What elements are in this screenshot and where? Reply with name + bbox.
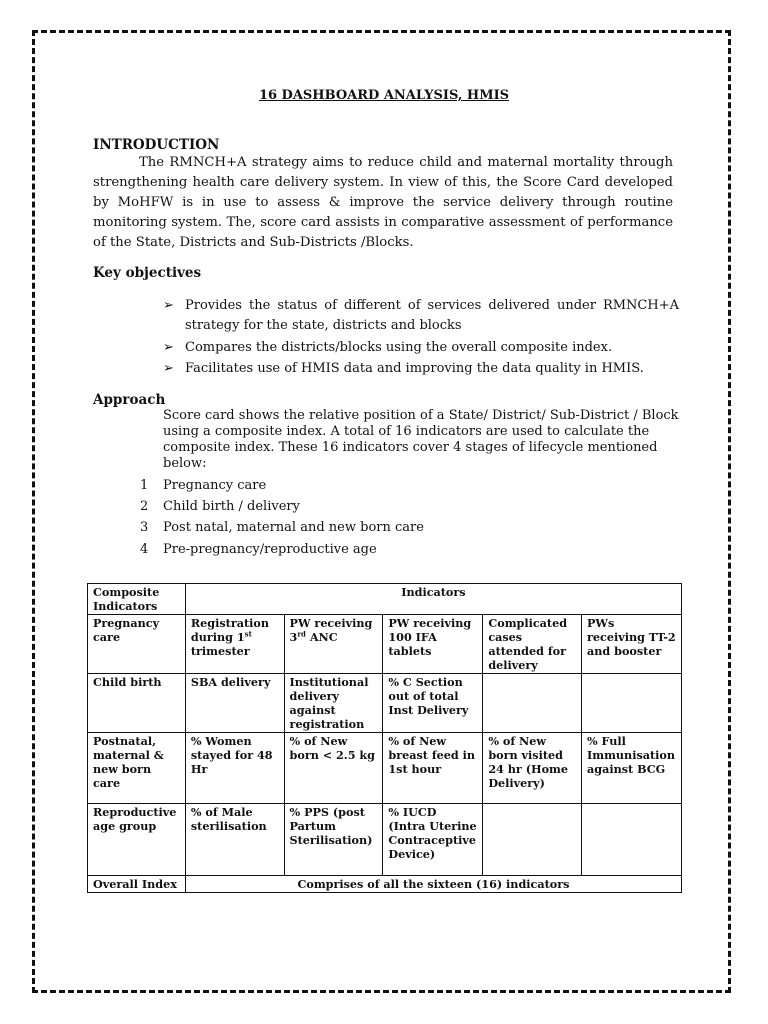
introduction-paragraph: The RMNCH+A strategy aims to reduce child and maternal mortality through strengthening health care delivery system. In view of this, the Score Card developed by MoHFW is in use to assess & improve the service delivery through routine monitoring system. The, score card assists in comparative assessment of performance of the State, Districts and Sub-Districts /Blocks. <box>93 155 673 250</box>
table-header-row <box>88 584 682 615</box>
composite-header: Composite Indicators <box>88 584 186 615</box>
stage-label: Pre-pregnancy/reproductive age <box>163 542 377 557</box>
superscript: rd <box>297 629 306 639</box>
indicator-cell: PW receiving 100 IFA tablets <box>383 615 483 674</box>
stage-number: 4 <box>140 542 149 557</box>
table-row <box>88 733 682 804</box>
group-cell: Reproductive age group <box>88 804 186 876</box>
stage-label: Pregnancy care <box>163 478 267 493</box>
indicator-cell: % of Male sterilisation <box>185 804 284 876</box>
indicator-cell: Complicated cases attended for delivery <box>483 615 582 674</box>
page-title: 16 DASHBOARD ANALYSIS, HMIS <box>258 88 510 103</box>
indicator-cell: Institutional delivery against registration <box>284 674 383 733</box>
group-cell: Pregnancy care <box>88 615 186 674</box>
table-row <box>88 804 682 876</box>
overall-index-row <box>88 876 682 893</box>
table-row <box>88 674 682 733</box>
approach-heading: Approach <box>93 392 166 408</box>
indicator-cell <box>582 804 682 876</box>
indicator-cell: % IUCD (Intra Uterine Contraceptive Device) <box>383 804 483 876</box>
table-row <box>88 615 682 674</box>
indicator-cell: PWs receiving TT-2 and booster <box>582 615 682 674</box>
objective-item <box>163 338 679 358</box>
objective-item <box>163 359 679 379</box>
stage-label: Post natal, maternal and new born care <box>163 520 424 535</box>
superscript: st <box>244 629 252 639</box>
stage-number: 3 <box>140 520 149 535</box>
indicator-cell: Registration during 1st trimester <box>185 615 284 674</box>
indicators-header: Indicators <box>185 584 681 615</box>
group-cell: Child birth <box>88 674 186 733</box>
indicator-cell: % C Section out of total Inst Delivery <box>383 674 483 733</box>
indicator-cell: % Women stayed for 48 Hr <box>185 733 284 804</box>
stage-number: 2 <box>140 499 149 514</box>
indicator-cell: % Full Immunisation against BCG <box>582 733 682 804</box>
indicator-cell: % of New breast feed in 1st hour <box>383 733 483 804</box>
indicator-cell: % of New born visited 24 hr (Home Delivery) <box>483 733 582 804</box>
stage-number: 1 <box>140 478 149 493</box>
group-cell: Postnatal, maternal & new born care <box>88 733 186 804</box>
overall-index-text: Comprises of all the sixteen (16) indicators <box>185 876 681 893</box>
indicator-cell: SBA delivery <box>185 674 284 733</box>
overall-index-label: Overall Index <box>88 876 186 893</box>
approach-paragraph: Score card shows the relative position of a State/ District/ Sub-District / Block using a composite index. A total of 16 indicators are used to calculate the composite index. These 16 indicators cover 4 stages of lifecycle mentioned below: <box>163 408 679 471</box>
indicator-cell: % PPS (post Partum Sterilisation) <box>284 804 383 876</box>
indicator-cell <box>483 804 582 876</box>
arrow-bullet-icon: ➢ <box>163 361 174 376</box>
objective-text: Compares the districts/blocks using the overall composite index. <box>185 340 613 355</box>
indicator-cell <box>582 674 682 733</box>
objective-item <box>163 296 679 336</box>
arrow-bullet-icon: ➢ <box>163 340 174 355</box>
indicator-cell <box>483 674 582 733</box>
stage-label: Child birth / delivery <box>163 499 300 514</box>
arrow-bullet-icon: ➢ <box>163 298 174 313</box>
indicator-cell: PW receiving 3rd ANC <box>284 615 383 674</box>
indicators-table <box>87 583 682 893</box>
objective-text: Facilitates use of HMIS data and improving the data quality in HMIS. <box>185 361 644 376</box>
introduction-heading: INTRODUCTION <box>93 137 220 153</box>
key-objectives-heading: Key objectives <box>93 265 202 281</box>
indicator-cell: % of New born < 2.5 kg <box>284 733 383 804</box>
objective-text: Provides the status of different of services delivered under RMNCH+A strategy for the state, districts and blocks <box>185 298 679 333</box>
